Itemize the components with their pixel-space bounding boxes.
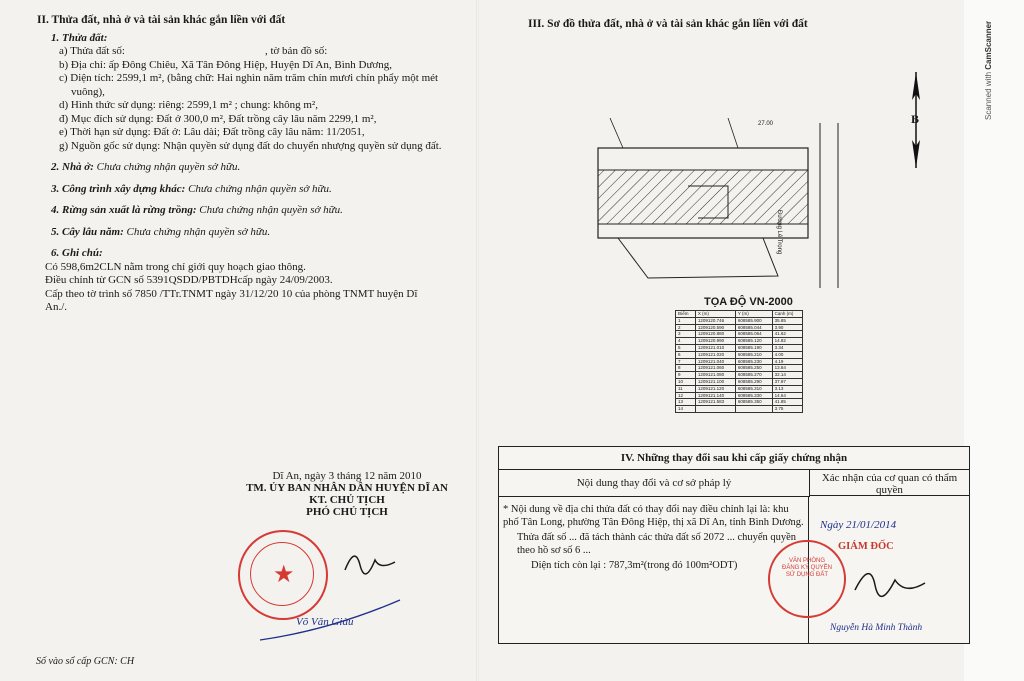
camscanner-watermark xyxy=(974,20,1014,120)
plot-diagram xyxy=(588,118,858,288)
coord-cell xyxy=(695,406,735,413)
coord-cell: 3.34 xyxy=(772,344,802,351)
coord-cell: 608585.250 xyxy=(735,365,772,372)
coord-row xyxy=(676,372,803,379)
coord-cell: 4 xyxy=(676,338,696,345)
perennial-line: 5. Cây lâu năm: Chưa chứng nhận quyền sở hữu. xyxy=(51,225,271,238)
coord-cell: 608585.190 xyxy=(735,344,772,351)
confirm-role: GIÁM ĐỐC xyxy=(838,541,894,552)
coord-header-cell: Điểm xyxy=(676,311,696,318)
section-iv-title: IV. Những thay đổi sau khi cấp giấy chứng nhận xyxy=(499,447,969,470)
coord-header-cell: Cạnh (m) xyxy=(772,311,802,318)
coord-row xyxy=(676,358,803,365)
changes-section xyxy=(498,446,970,644)
coord-cell: 1209121.010 xyxy=(695,344,735,351)
coord-cell: 13.84 xyxy=(772,365,802,372)
coord-row xyxy=(676,378,803,385)
coord-cell: 608585.044 xyxy=(735,324,772,331)
coord-cell: 32.14 xyxy=(772,372,802,379)
coord-cell: 12 xyxy=(676,392,696,399)
coord-row xyxy=(676,317,803,324)
coord-cell: 608585.270 xyxy=(735,372,772,379)
coord-row xyxy=(676,399,803,406)
coord-cell: 1209121.040 xyxy=(695,358,735,365)
coord-cell: 4.19 xyxy=(772,358,802,365)
coord-cell: 608585.120 xyxy=(735,338,772,345)
coord-cell: 608585.310 xyxy=(735,385,772,392)
section-ii-title: II. Thửa đất, nhà ở và tài sản khác gắn liền với đất xyxy=(37,14,286,26)
coord-cell: 1 xyxy=(676,317,696,324)
coord-cell: 3.90 xyxy=(772,324,802,331)
coord-cell: 1209120.590 xyxy=(695,324,735,331)
coord-cell: 1209120.880 xyxy=(695,331,735,338)
section-iii-title: III. Sơ đồ thửa đất, nhà ở và tài sản khác gắn liền với đất xyxy=(528,18,808,30)
issue-date: Dĩ An, ngày 3 tháng 12 năm 2010 xyxy=(272,470,422,482)
coord-cell: 14.82 xyxy=(772,338,802,345)
scanner-line1: Scanned with xyxy=(984,71,993,120)
coord-row xyxy=(676,406,803,413)
coord-row xyxy=(676,365,803,372)
coord-cell: 1209121.080 xyxy=(695,372,735,379)
coord-cell: 11 xyxy=(676,385,696,392)
coord-row xyxy=(676,324,803,331)
usage-purpose-line: đ) Mục đích sử dụng: Đất ở 300,0 m², Đất trồng cây lâu năm 2299,1 m², xyxy=(59,112,377,125)
coord-cell: 41.62 xyxy=(772,331,802,338)
coord-cell: 4.00 xyxy=(772,351,802,358)
coord-cell: 14 xyxy=(676,406,696,413)
coord-row xyxy=(676,392,803,399)
coord-row xyxy=(676,385,803,392)
coord-cell: 8 xyxy=(676,365,696,372)
coord-cell: 35.85 xyxy=(772,317,802,324)
issuing-org: TM. ỦY BAN NHÂN DÂN HUYỆN DĨ AN xyxy=(246,482,448,494)
changes-content-cell xyxy=(499,497,809,643)
notes-heading: 6. Ghi chú: xyxy=(51,247,103,259)
forest-line: 4. Rừng sản xuất là rừng trồng: Chưa chứng nhận quyền sở hữu. xyxy=(51,204,343,216)
coordinate-table-title: TỌA ĐỘ VN-2000 xyxy=(704,296,793,308)
coord-cell: 608585.210 xyxy=(735,351,772,358)
road-label: Đường Lê Trọng xyxy=(776,210,782,255)
coord-cell: 37.97 xyxy=(772,378,802,385)
signature-left xyxy=(340,540,400,580)
coord-cell: 7 xyxy=(676,358,696,365)
coord-cell: 41.85 xyxy=(772,399,802,406)
note-4: An./. xyxy=(45,301,67,313)
coord-cell: 608585.330 xyxy=(735,392,772,399)
change-address-note: * Nội dung về địa chỉ thửa đất có thay đổi nay điều chỉnh lại là: khu phố Tân Long, phường Tân Đông Hiệp, thị xã Dĩ An, tỉnh Bình Dương. xyxy=(503,504,804,528)
coord-row xyxy=(676,344,803,351)
page-fold xyxy=(476,0,479,681)
change-split-note: Thửa đất số ... đã tách thành các thửa đất số 2072 ... chuyển quyền theo hồ sơ số 6 ... xyxy=(517,532,797,556)
coord-cell: 608585.230 xyxy=(735,358,772,365)
dimension-label-top: 27.00 xyxy=(758,121,774,127)
left-signature-block xyxy=(232,470,462,518)
usage-term-line: e) Thời hạn sử dụng: Đất ở: Lâu dài; Đất trồng cây lâu năm: 11/2051, xyxy=(59,126,365,138)
plot-number-line: a) Thửa đất số: , tờ bản đồ số: xyxy=(59,45,328,57)
coord-header-cell: Y (m) xyxy=(735,311,772,318)
coord-cell: 13 xyxy=(676,399,696,406)
coord-cell: 6 xyxy=(676,351,696,358)
change-remaining-area: Diện tích còn lại : 787,3m²(trong đó 100m²ODT) xyxy=(531,560,738,571)
coord-cell: 1209121.060 xyxy=(695,365,735,372)
coord-row xyxy=(676,351,803,358)
confirm-date: Ngày 21/01/2014 xyxy=(820,519,897,531)
land-info-section xyxy=(37,14,467,315)
official-seal-right: VĂN PHÒNG ĐĂNG KÝ QUYỀN SỬ DỤNG ĐẤT xyxy=(768,540,846,618)
house-line: 2. Nhà ở: Chưa chứng nhận quyền sở hữu. xyxy=(51,161,241,173)
north-label: B xyxy=(911,112,920,126)
coord-cell xyxy=(735,406,772,413)
coord-cell: 1209120.746 xyxy=(695,317,735,324)
note-1: Có 598,6m2CLN nằm trong chỉ giới quy hoạch giao thông. xyxy=(45,260,306,273)
area-line-cont: vuông), xyxy=(71,85,105,98)
coordinate-table xyxy=(675,310,803,413)
coord-cell: 608585.064 xyxy=(735,331,772,338)
coord-cell: 1209120.990 xyxy=(695,338,735,345)
usage-origin-line: g) Nguồn gốc sử dụng: Nhận quyền sử dụng đất do chuyển nhượng quyền sử dụng đất. xyxy=(59,139,442,152)
signer-name-left: Võ Văn Giàu xyxy=(296,616,354,628)
changes-content-header: Nội dung thay đổi và cơ sở pháp lý xyxy=(499,470,810,497)
coord-cell: 5 xyxy=(676,344,696,351)
coord-cell: 608585.900 xyxy=(735,317,772,324)
usage-form-line: d) Hình thức sử dụng: riêng: 2599,1 m² ; chung: không m², xyxy=(59,99,318,111)
note-2: Điều chỉnh từ GCN số 5391QSDD/PBTDHcấp ngày 24/09/2003. xyxy=(45,274,333,286)
note-3: Cấp theo tờ trình số 7850 /TTr.TNMT ngày 31/12/20 10 của phòng TNMT huyện Dĩ xyxy=(45,287,418,300)
land-plot-heading: 1. Thửa đất: xyxy=(51,31,108,44)
confirm-name: Nguyễn Hà Minh Thành xyxy=(830,623,923,633)
issue-register-no: Số vào sổ cấp GCN: CH xyxy=(36,656,135,667)
coord-cell: 1209121.583 xyxy=(695,399,735,406)
coord-header-cell: X (m) xyxy=(695,311,735,318)
coord-cell: 608585.350 xyxy=(735,399,772,406)
coord-cell: 1209121.020 xyxy=(695,351,735,358)
coord-cell: 3.75 xyxy=(772,406,802,413)
coord-cell: 1209121.100 xyxy=(695,378,735,385)
coord-cell: 608585.290 xyxy=(735,378,772,385)
official-seal-left: ★ xyxy=(238,530,328,620)
scanner-line2: CamScanner xyxy=(984,20,993,70)
coord-cell: 2 xyxy=(676,324,696,331)
coord-cell: 10 xyxy=(676,378,696,385)
coord-row xyxy=(676,331,803,338)
role-chairman: KT. CHỦ TỊCH xyxy=(309,494,385,506)
coord-cell: 3 xyxy=(676,331,696,338)
coord-cell: 3.13 xyxy=(772,385,802,392)
changes-confirm-header: Xác nhận của cơ quan có thẩm quyền xyxy=(810,470,969,496)
address-line: b) Địa chỉ: ấp Đông Chiêu, Xã Tân Đông Hiệp, Huyện Dĩ An, Bình Dương, xyxy=(59,58,392,71)
coord-cell: 9 xyxy=(676,372,696,379)
coord-cell: 1209121.120 xyxy=(695,385,735,392)
coord-row xyxy=(676,338,803,345)
signature-right xyxy=(850,555,930,605)
role-vice-chairman: PHÓ CHỦ TỊCH xyxy=(306,506,388,518)
area-line: c) Diện tích: 2599,1 m², (bằng chữ: Hai nghìn năm trăm chín mươi chín phẩy một mét xyxy=(59,72,439,84)
construction-line: 3. Công trình xây dựng khác: Chưa chứng nhận quyền sở hữu. xyxy=(51,182,332,195)
coord-cell: 1209121.140 xyxy=(695,392,735,399)
coord-cell: 14.64 xyxy=(772,392,802,399)
